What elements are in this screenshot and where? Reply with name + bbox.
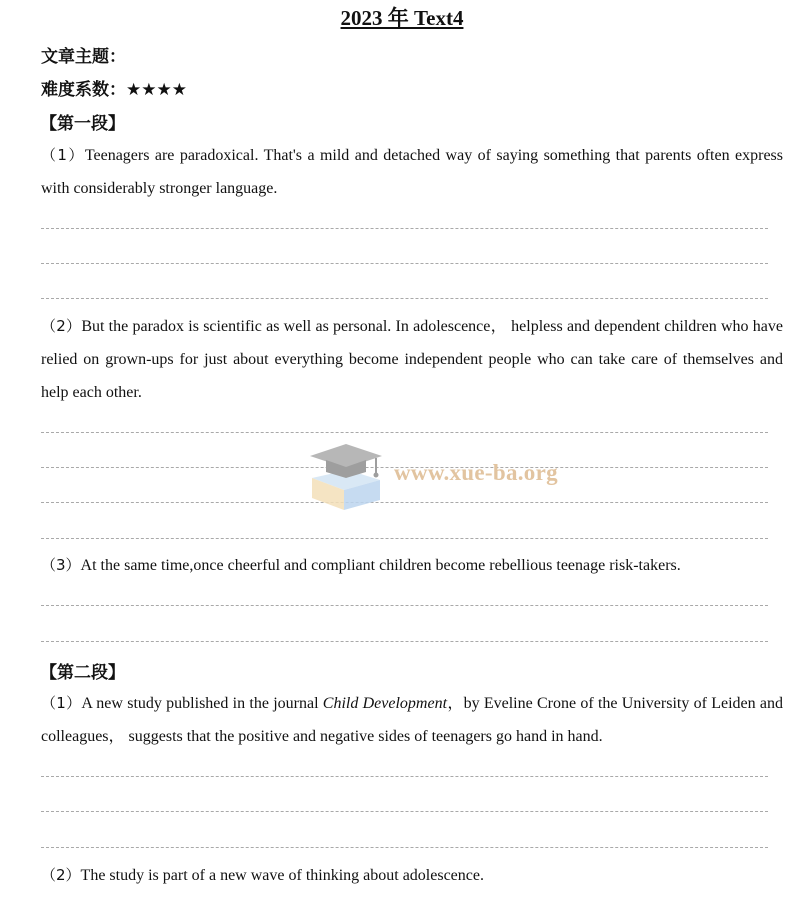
journal-title: Child Development	[322, 695, 448, 712]
sentence-text: Teenagers are paradoxical. That's a mild and detached way of saying something that parents often express with considerably stronger language.	[41, 147, 784, 197]
answer-line	[41, 641, 768, 642]
document-title: 2023 年 Text4	[340, 6, 464, 30]
answer-line	[41, 811, 768, 812]
sentence-number: （2）	[41, 317, 82, 335]
paragraph-1-3	[41, 549, 783, 582]
difficulty-label: 难度系数：★★★★	[41, 80, 187, 100]
paragraph-2-1	[41, 687, 783, 753]
answer-line	[41, 228, 768, 229]
sentence-text: The study is part of a new wave of thinking about adolescence.	[80, 867, 484, 884]
paragraph-1-1	[41, 139, 783, 205]
sentence-number: （3）	[41, 556, 81, 574]
sentence-number: （2）	[41, 866, 81, 884]
sentence-number: （1）	[41, 146, 85, 164]
answer-line	[41, 847, 768, 848]
watermark	[306, 440, 586, 516]
answer-line	[41, 538, 768, 539]
paragraph-1-2	[41, 310, 783, 409]
watermark-text: www.xue-ba.org	[394, 460, 558, 485]
answer-line	[41, 776, 768, 777]
sentence-text: A new study published in the journal	[81, 695, 323, 712]
section-heading-1: 【第一段】	[40, 114, 125, 134]
sentence-number: （1）	[41, 694, 82, 712]
answer-line	[41, 298, 768, 299]
sentence-text: ，by Eveline Crone of the University of Leiden and colleagues， suggests that the positive and negative sides of teenagers go hand in hand.	[41, 695, 784, 745]
answer-line	[41, 263, 768, 264]
theme-label: 文章主题：	[41, 47, 126, 67]
answer-line	[41, 432, 768, 433]
answer-line	[41, 605, 768, 606]
sentence-text: At the same time,once cheerful and compliant children become rebellious teenage risk-takers.	[80, 557, 681, 574]
paragraph-2-2	[41, 859, 783, 892]
graduation-cap-icon	[306, 440, 386, 516]
section-heading-2: 【第二段】	[40, 663, 125, 683]
sentence-text: But the paradox is scientific as well as personal. In adolescence， helpless and dependent children who have relied on grown-ups for just about everything become independent people who can take care of themselves and help each other.	[41, 318, 783, 401]
